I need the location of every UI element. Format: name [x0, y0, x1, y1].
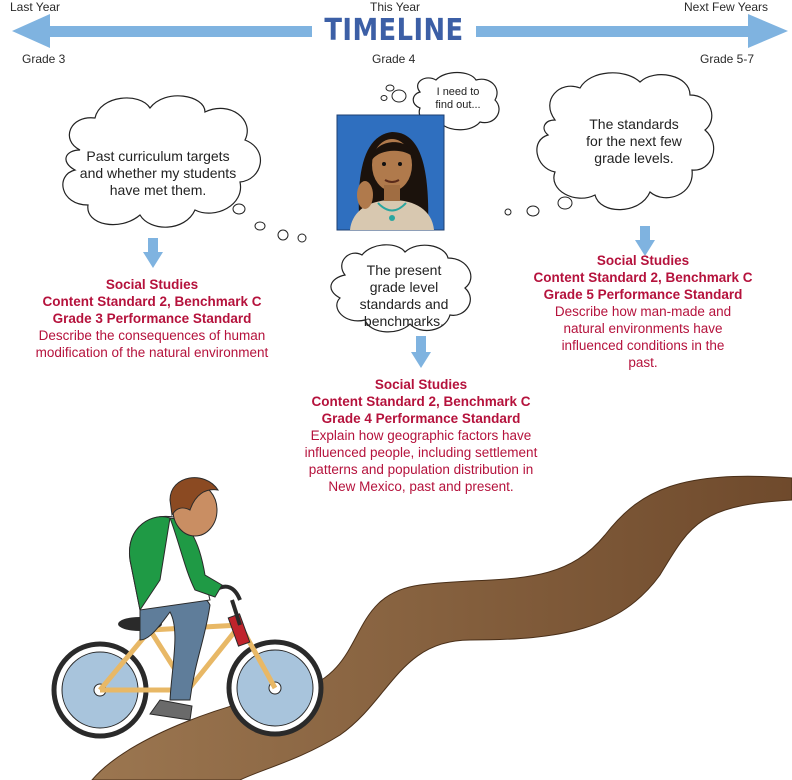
label-grade-3: Grade 3: [22, 52, 66, 66]
timeline-arrow-left: [12, 14, 312, 48]
standard-grade-4-benchmark: Content Standard 2, Benchmark C: [311, 394, 531, 409]
timeline-title: TIMELINE: [324, 13, 464, 48]
boy-on-bicycle: [54, 478, 321, 736]
thought-present-text: The present grade level standards and benchmarks.: [359, 262, 449, 329]
standard-grade-3-benchmark: Content Standard 2, Benchmark C: [42, 294, 262, 309]
thought-need-text: I need to find out...: [435, 86, 481, 111]
standard-grade-4-subject: Social Studies: [374, 377, 468, 392]
label-next-years: Next Few Years: [684, 0, 769, 14]
label-grade-5-7: Grade 5-7: [700, 52, 755, 66]
standard-grade-3-description: Describe the consequences of human modification of the natural environment: [35, 328, 269, 360]
down-arrow-present: [411, 336, 431, 368]
teacher-portrait: [337, 115, 444, 230]
standard-grade-5-subject: Social Studies: [596, 253, 690, 268]
standard-grade-5-benchmark: Content Standard 2, Benchmark C: [533, 270, 753, 285]
standard-grade-5-description: Describe how man-made and natural environments have influenced conditions in the past.: [554, 304, 732, 370]
standard-grade-5-performance: Grade 5 Performance Standard: [543, 287, 743, 302]
standard-grade-5: [512, 252, 774, 371]
standard-grade-4-description: Explain how geographic factors have influenced people, including settlement patterns and population distribution in New Mexico, past and present.: [304, 428, 538, 494]
label-grade-4: Grade 4: [372, 52, 416, 66]
standard-grade-3-performance: Grade 3 Performance Standard: [52, 311, 252, 326]
timeline-arrow-right: [476, 14, 788, 48]
down-arrow-past: [143, 238, 163, 268]
label-this-year: This Year: [370, 0, 421, 14]
thought-future-text: The standards for the next few grade levels.: [586, 116, 682, 166]
standard-grade-3: [20, 276, 284, 361]
standard-grade-4: [290, 376, 552, 495]
label-last-year: Last Year: [10, 0, 61, 14]
standard-grade-3-subject: Social Studies: [105, 277, 199, 292]
thought-past-text: Past curriculum targets and whether my students have met them.: [79, 148, 237, 198]
standard-grade-4-performance: Grade 4 Performance Standard: [321, 411, 521, 426]
timeline-title-wrap: [306, 13, 482, 48]
